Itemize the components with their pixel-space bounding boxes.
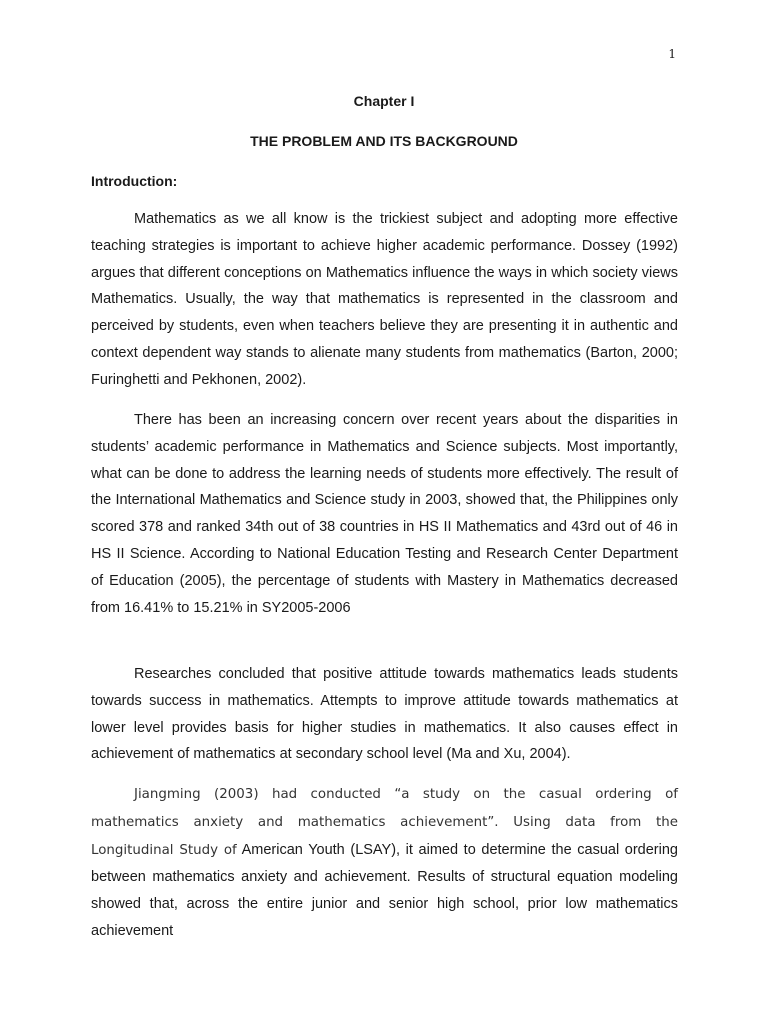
paragraph-4-part-1: Jiangming (2003) had conducted “a study on the casual ordering of mathematics anxiety and mathematics achievement”. Using data from the Longitudinal Study of: [91, 787, 678, 858]
chapter-heading: Chapter I: [353, 93, 415, 109]
paragraph-1: Mathematics as we all know is the trickiest subject and adopting more effective teaching strategies is important to achieve higher academic performance. Dossey (1992) argues that different conceptions on Mathematics influence the ways in which society views Mathematics. Usually, the way that mathematics is represented in the classroom and perceived by students, even when teachers believe they are presenting it in authentic and context dependent way stands to alienate many students from mathematics (Barton, 2000; Furinghetti and Pekhonen, 2002).: [91, 211, 678, 388]
page-number: 1: [668, 47, 676, 61]
paragraph-4: [91, 781, 678, 945]
introduction-heading: Introduction:: [91, 173, 178, 189]
paragraph-3: Researches concluded that positive attitude towards mathematics leads students towards success in mathematics. Attempts to improve attitude towards mathematics at lower level provides basis for higher studies in mathematics. It also causes effect in achievement of mathematics at secondary school level (Ma and Xu, 2004).: [91, 666, 678, 763]
paragraph-4-part-2: American Youth (LSAY), it aimed to determine the casual ordering between mathematics anxiety and achievement. Results of structural equation modeling showed that, across the entire junior and senior high school, prior low mathematics achievement: [91, 841, 678, 939]
paragraph-2: There has been an increasing concern over recent years about the disparities in students’ academic performance in Mathematics and Science subjects. Most importantly, what can be done to address the learning needs of students more effectively. The result of the International Mathematics and Science study in 2003, showed that, the Philippines only scored 378 and ranked 34th out of 38 countries in HS II Mathematics and 43rd out of 46 in HS II Science. According to National Education Testing and Research Center Department of Education (2005), the percentage of students with Mastery in Mathematics decreased from 16.41% to 15.21% in SY2005-2006: [91, 412, 678, 616]
chapter-title: THE PROBLEM AND ITS BACKGROUND: [250, 133, 518, 149]
